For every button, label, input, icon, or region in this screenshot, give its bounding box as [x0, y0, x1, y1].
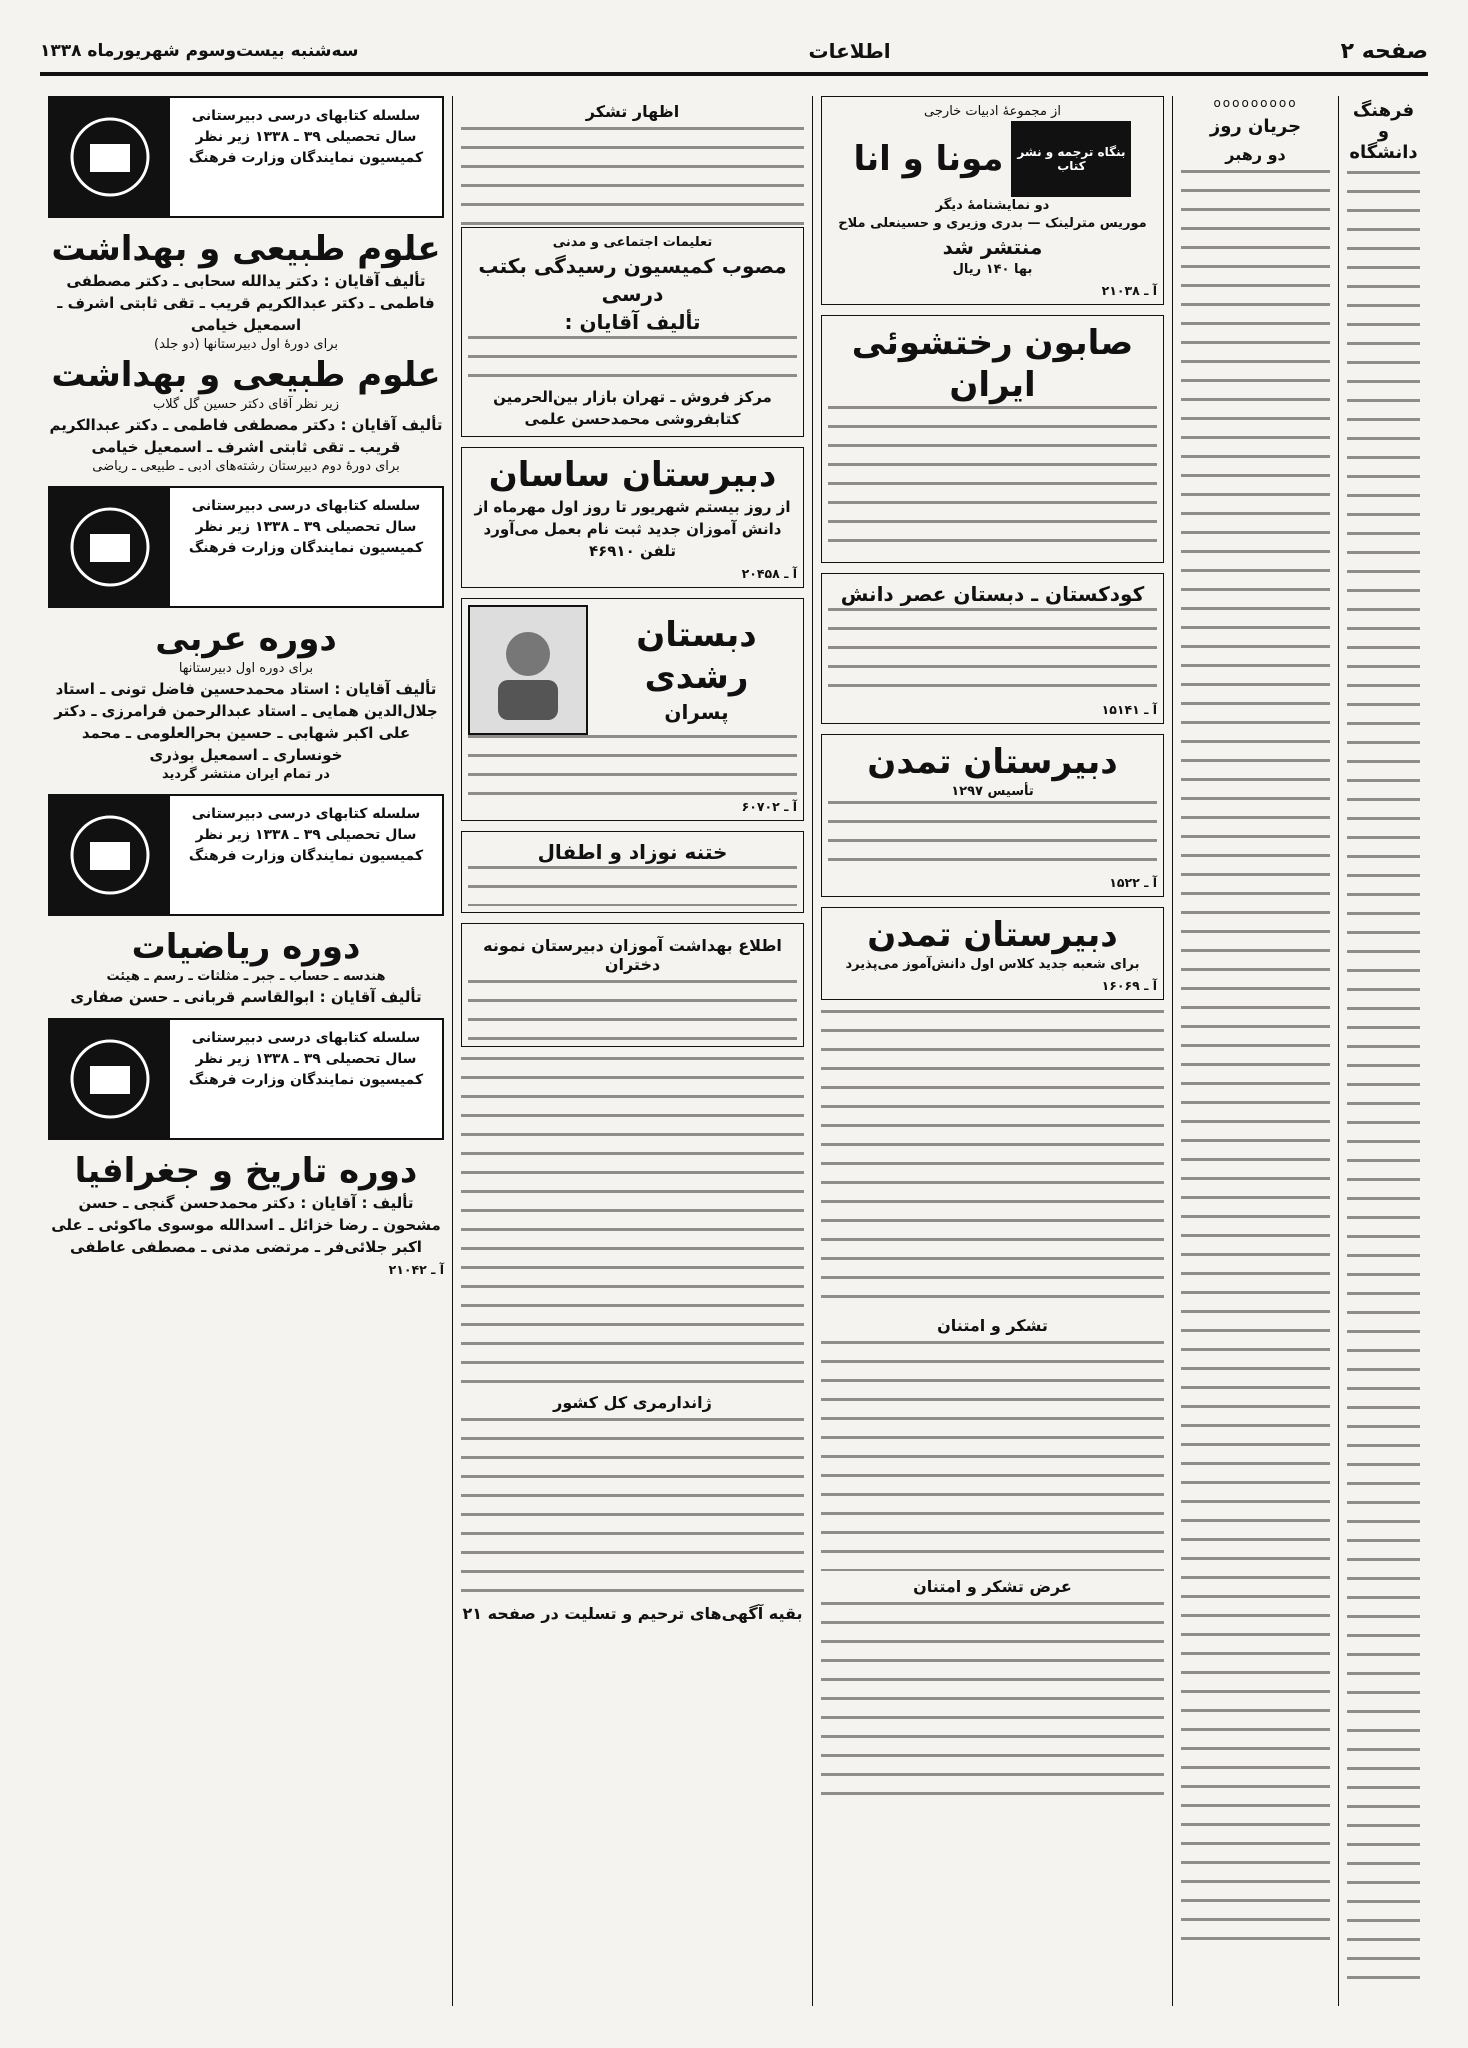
series-banner-4 — [48, 1018, 444, 1140]
kinder-body — [828, 608, 1157, 698]
book-emblem-icon — [50, 98, 170, 216]
mono-code: آ ـ ۲۱۰۳۸ — [1101, 283, 1157, 298]
series-text-4: سلسله کتابهای درسی دبیرستانی سال تحصیلی ۳۹ ـ ۱۳۳۸ زیر نظر کمیسیون نمایندگان وزارت فرهنگ — [188, 1030, 424, 1088]
tamadon2-sub: برای شعبه جدید کلاس اول دانش‌آموز می‌پذیرد — [845, 957, 1140, 972]
commission-authors: تألیف آقایان : — [564, 310, 701, 334]
khatne-ad — [461, 831, 804, 913]
health-body — [468, 980, 797, 1040]
column-textbooks — [40, 96, 452, 2006]
sasan-code: آ ـ ۲۰۴۵۸ — [741, 566, 797, 581]
mono-kicker: از مجموعهٔ ادبیات خارجی — [924, 104, 1061, 119]
roshdi-code: آ ـ ۶۰۷۰۲ — [741, 799, 797, 814]
roshdi-portrait — [468, 605, 588, 735]
commission-ad — [461, 227, 804, 437]
arabic-note: در تمام ایران منتشر گردید — [162, 767, 330, 782]
series-text-2: سلسله کتابهای درسی دبیرستانی سال تحصیلی ۳۹ ـ ۱۳۳۸ زیر نظر کمیسیون نمایندگان وزارت فرهنگ — [188, 498, 424, 556]
roshdi-ad — [461, 598, 804, 821]
series-banner-3 — [48, 794, 444, 916]
sasan-ad — [461, 447, 804, 588]
tamadon1-founded: تأسیس ۱۲۹۷ — [951, 784, 1034, 799]
tamadon1-code: آ ـ ۱۵۲۲ — [1109, 875, 1157, 890]
kinder-title: کودکستان ـ دبستان عصر دانش — [840, 582, 1145, 606]
math-title: دوره ریاضیات — [131, 927, 361, 967]
health-title: اطلاع بهداشت آموزان دبیرستان نمونه دختران — [483, 936, 782, 974]
book-emblem-icon — [50, 488, 170, 606]
notice-title: تشکر و امتنان — [937, 1316, 1048, 1335]
roshdi-body — [468, 735, 797, 795]
sci2-note: برای دورهٔ دوم دبیرستان رشته‌های ادبی ـ طبیعی ـ ریاضی — [92, 459, 400, 474]
mono-authors: موریس مترلینک — بدری وزیری و حسینعلی ملاح — [838, 216, 1147, 231]
commission-sales: مرکز فروش ـ تهران بازار بین‌الحرمین کتابفروشی محمدحسن علمی — [493, 388, 772, 428]
column-left-middle — [452, 96, 812, 2006]
book-emblem-icon — [50, 1020, 170, 1138]
gendarmerie-title: ژاندارمری کل کشور — [553, 1393, 712, 1412]
soap-ad — [821, 315, 1164, 563]
health-ad — [461, 923, 804, 1047]
sci2-title: علوم طبیعی و بهداشت — [51, 355, 441, 395]
series-text: سلسله کتابهای درسی دبیرستانی سال تحصیلی ۳۹ ـ ۱۳۳۸ زیر نظر کمیسیون نمایندگان وزارت فرهنگ — [188, 108, 424, 166]
series-text-3: سلسله کتابهای درسی دبیرستانی سال تحصیلی ۳۹ ـ ۱۳۳۸ زیر نظر کمیسیون نمایندگان وزارت فرهنگ — [188, 806, 424, 864]
soap-title: صابون رختشوئی ایران — [851, 323, 1134, 405]
sasan-title: دبیرستان ساسان — [488, 455, 777, 495]
arabic-sub: برای دوره اول دبیرستانها — [178, 661, 314, 676]
sci2-authors: تألیف آقایان : دکتر مصطفی فاطمی ـ دکتر عبدالکریم قریب ـ تقی ثابتی اشرف ـ اسمعیل خیامی — [49, 416, 443, 456]
issue-date: سه‌شنبه بیست‌وسوم شهریورماه ۱۳۳۸ — [40, 41, 359, 61]
publisher-logo — [1011, 121, 1131, 197]
current-subtitle: دو رهبر — [1225, 145, 1286, 164]
commission-kicker: تعلیمات اجتماعی و مدنی — [552, 235, 713, 250]
publisher-logo-text: بنگاه ترجمه و نشر کتاب — [1017, 145, 1126, 173]
mid-notices — [821, 1010, 1164, 1310]
soap-body — [828, 406, 1157, 556]
history-title: دوره تاریخ و جغرافیا — [74, 1151, 418, 1191]
sci2-super: زیر نظر آقای دکتر حسین گل گلاب — [152, 397, 340, 412]
mono-title: مونا و انا — [853, 139, 1004, 179]
thanks-title: اظهار تشکر — [585, 102, 680, 121]
khatne-body — [468, 866, 797, 906]
roshdi-sub: پسران — [664, 700, 729, 724]
khatne-title: ختنه نوزاد و اطفال — [537, 840, 728, 864]
sci-title: علوم طبیعی و بهداشت — [51, 229, 441, 269]
mono-price: بها ۱۴۰ ریال — [952, 262, 1033, 277]
column-current — [1172, 96, 1338, 2006]
sasan-phone: تلفن ۴۶۹۱۰ — [588, 542, 677, 560]
mono-ad — [821, 96, 1164, 305]
tamadon1-body — [828, 801, 1157, 871]
history-code: آ ـ ۲۱۰۴۲ — [388, 1262, 444, 1277]
history-authors: تألیف : آقایان : دکتر محمدحسن گنجی ـ حسن مشحون ـ رضا خزائل ـ اسدالله موسوی ماکوئی ـ علی اکبر جلائی‌فر ـ مرتضی مدنی ـ مصطفی عاطفی — [51, 1194, 441, 1256]
math-authors: تألیف آقایان : ابوالقاسم قربانی ـ حسن صفاری — [70, 988, 422, 1006]
tamadon-ad-2 — [821, 907, 1164, 1000]
series-banner-1 — [48, 96, 444, 218]
notice2-title: عرض تشکر و امتنان — [913, 1577, 1072, 1596]
kinder-ad — [821, 573, 1164, 724]
mono-sub: دو نمایشنامهٔ دیگر — [935, 198, 1050, 213]
current-body — [1181, 170, 1330, 1950]
tamadon2-title: دبیرستان تمدن — [867, 915, 1118, 955]
page-number: صفحه ۲ — [1340, 38, 1428, 64]
tamadon1-title: دبیرستان تمدن — [867, 742, 1118, 782]
page-header — [40, 30, 1428, 76]
more-notices: بقیه آگهی‌های ترحیم و تسلیت در صفحه ۲۱ — [462, 1604, 803, 1623]
arabic-title: دوره عربی — [155, 619, 337, 659]
page-columns — [40, 96, 1428, 2006]
thanks-body — [461, 127, 804, 227]
arabic-authors: تألیف آقایان : استاد محمدحسین فاضل تونی ـ استاد جلال‌الدین همایی ـ استاد عبدالرحمن فرامرزی ـ دکتر علی اکبر شهابی ـ حسین بحرالعلومی ـ محمد خونساری ـ اسمعیل بوذری — [54, 680, 438, 764]
condolence-notices — [461, 1057, 804, 1387]
sci-authors: تألیف آقایان : دکتر یدالله سحابی ـ دکتر مصطفی فاطمی ـ دکتر عبدالکریم قریب ـ تقی ثابتی اشرف ـ اسمعیل خیامی — [57, 272, 435, 334]
culture-body — [1347, 171, 1420, 1991]
kinder-code: آ ـ ۱۵۱۴۱ — [1101, 702, 1157, 717]
mono-published: منتشر شد — [942, 235, 1043, 259]
notice-body — [821, 1341, 1164, 1571]
tamadon2-code: آ ـ ۱۶۰۶۹ — [1101, 978, 1157, 993]
commission-names — [468, 336, 797, 386]
tamadon-ad-1 — [821, 734, 1164, 897]
portrait-icon — [488, 620, 568, 720]
book-emblem-icon — [50, 796, 170, 914]
sasan-body: از روز بیستم شهریور تا روز اول مهرماه از دانش آموزان جدید ثبت نام بعمل می‌آورد — [474, 498, 791, 538]
series-banner-2 — [48, 486, 444, 608]
culture-title: فرهنگ و دانشگاه — [1349, 100, 1418, 163]
sci-note: برای دورهٔ اول دبیرستانها (دو جلد) — [154, 337, 338, 352]
commission-title: مصوب کمیسیون رسیدگی بکتب درسی — [478, 254, 787, 306]
gendarmerie-body — [461, 1418, 804, 1598]
roshdi-title: دبستان رشدی — [636, 615, 757, 697]
notice2-body — [821, 1602, 1164, 1802]
paper-name: اطلاعات — [808, 39, 891, 63]
column-middle — [812, 96, 1172, 2006]
column-culture — [1338, 96, 1428, 2006]
decorative-dots: ooooooooo — [1213, 96, 1298, 110]
math-topics: هندسه ـ حساب ـ جبر ـ مثلثات ـ رسم ـ هیئت — [106, 969, 386, 984]
current-title: جریان روز — [1209, 116, 1302, 137]
